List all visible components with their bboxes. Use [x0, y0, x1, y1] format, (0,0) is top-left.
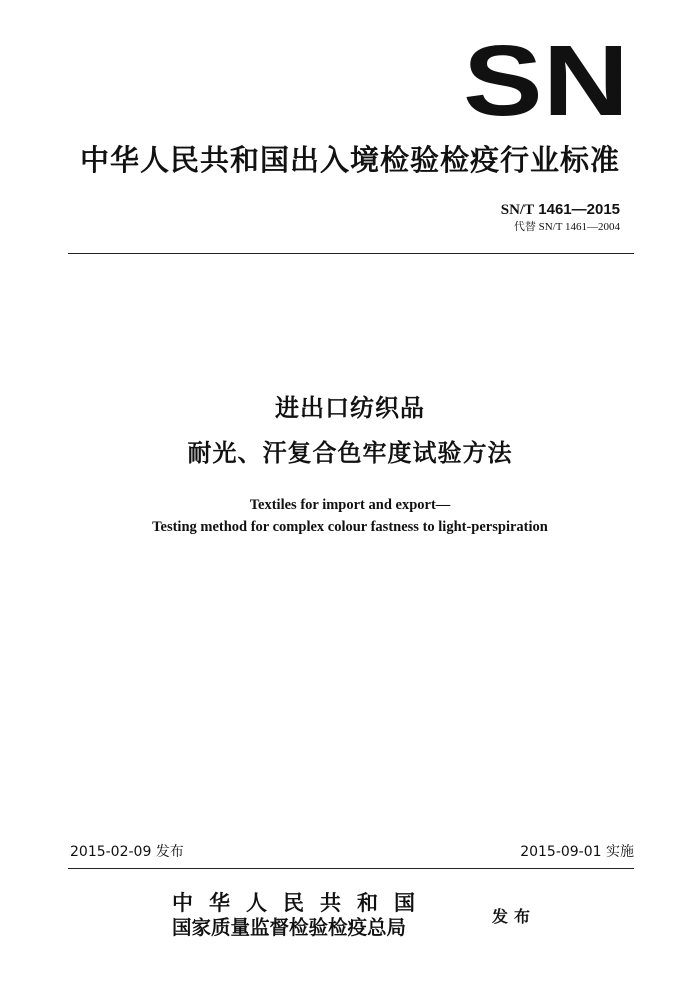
industry-standard-title: 中华人民共和国出入境检验检疫行业标准 [79, 143, 620, 177]
chinese-title-line-2: 耐光、汗复合色牢度试验方法 [187, 439, 513, 467]
english-title-line-2: Testing method for complex colour fastness to light-perspiration [152, 519, 548, 535]
top-divider [68, 253, 634, 254]
standard-number [501, 200, 620, 220]
issuer-agency: 国家质量监督检验检疫总局 [172, 916, 407, 939]
issuer-country: 中华人民共和国 [172, 890, 431, 915]
replaces-standard: 代替 SN/T 1461—2004 [513, 221, 620, 233]
publish-label: 发布 [492, 907, 537, 926]
issue-date: 2015-02-09 发布 [70, 844, 184, 860]
standard-prefix: SN/T [500, 202, 535, 218]
standard-code: 1461—2015 [534, 201, 620, 218]
sn-logo-text: SN [463, 40, 629, 120]
sn-logo-icon [462, 40, 630, 120]
english-title-line-1: Textiles for import and export— [249, 497, 451, 513]
bottom-divider [68, 868, 634, 869]
chinese-title-line-1: 进出口纺织品 [275, 394, 425, 422]
implementation-date: 2015-09-01 实施 [520, 844, 634, 860]
